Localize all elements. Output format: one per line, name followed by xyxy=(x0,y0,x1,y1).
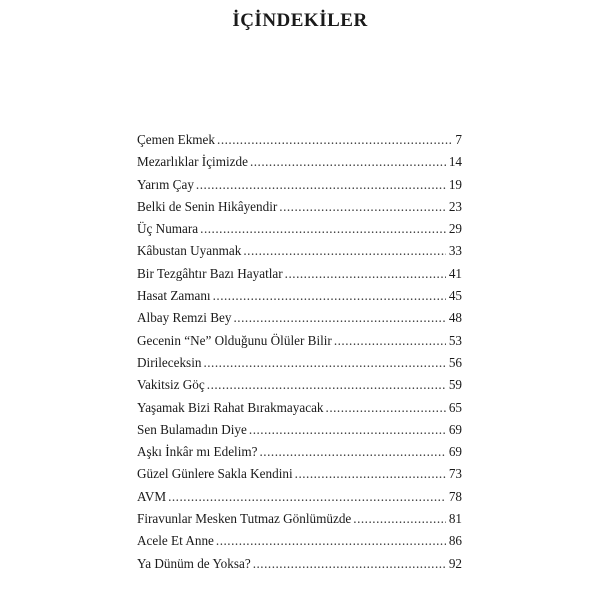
toc-page-number: 33 xyxy=(448,243,462,259)
toc-entry xyxy=(137,243,462,265)
toc-dot-leader xyxy=(285,266,446,282)
toc-dot-leader xyxy=(203,355,445,371)
toc-page-number: 23 xyxy=(448,198,462,214)
toc-entry xyxy=(137,533,462,555)
toc-dot-leader xyxy=(326,400,446,416)
toc-page-number: 59 xyxy=(448,377,462,393)
toc-entry xyxy=(137,511,462,533)
toc-entry-title: Gecenin “Ne” Olduğunu Ölüler Bilir xyxy=(137,332,332,348)
toc-entry xyxy=(137,556,462,578)
toc-entry-title: Güzel Günlere Sakla Kendini xyxy=(137,466,293,482)
toc-entry-title: Sen Bulamadın Diye xyxy=(137,421,247,437)
toc-entry-title: Belki de Senin Hikâyendir xyxy=(137,198,278,214)
toc-page-number: 69 xyxy=(448,421,462,437)
toc-entry xyxy=(137,132,462,154)
toc-page-number: 53 xyxy=(448,332,462,348)
table-of-contents xyxy=(137,132,462,578)
toc-page-number: 81 xyxy=(448,511,462,527)
toc-entry-title: Acele Et Anne xyxy=(137,533,214,549)
toc-entry-title: Üç Numara xyxy=(137,221,199,237)
toc-entry-title: Hasat Zamanı xyxy=(137,288,211,304)
toc-dot-leader xyxy=(334,333,446,349)
toc-page-number: 65 xyxy=(448,399,462,415)
toc-page-number: 92 xyxy=(448,555,462,571)
toc-entry xyxy=(137,310,462,332)
toc-entry xyxy=(137,221,462,243)
toc-entry xyxy=(137,377,462,399)
toc-entry xyxy=(137,400,462,422)
toc-entry xyxy=(137,355,462,377)
toc-dot-leader xyxy=(196,177,446,193)
toc-dot-leader xyxy=(250,154,446,170)
toc-dot-leader xyxy=(216,533,446,549)
toc-dot-leader xyxy=(260,444,446,460)
toc-dot-leader xyxy=(207,377,446,393)
toc-entry-title: Aşkı İnkâr mı Edelim? xyxy=(137,444,258,460)
toc-page-number: 86 xyxy=(448,533,462,549)
toc-entry-title: Kâbustan Uyanmak xyxy=(137,243,242,259)
toc-entry xyxy=(137,177,462,199)
toc-page-number: 73 xyxy=(448,466,462,482)
toc-page-number: 78 xyxy=(448,488,462,504)
toc-dot-leader xyxy=(353,511,446,527)
page-title: İÇİNDEKİLER xyxy=(232,10,368,31)
toc-page-number: 41 xyxy=(448,265,462,281)
toc-entry xyxy=(137,466,462,488)
toc-entry-title: Dirileceksin xyxy=(137,354,202,370)
toc-entry xyxy=(137,333,462,355)
toc-dot-leader xyxy=(217,132,452,148)
toc-entry-title: Bir Tezgâhtır Bazı Hayatlar xyxy=(137,265,283,281)
toc-entry-title: Ya Dünüm de Yoksa? xyxy=(137,555,251,571)
toc-dot-leader xyxy=(295,466,446,482)
toc-page-number: 48 xyxy=(448,310,462,326)
toc-page-number: 56 xyxy=(448,354,462,370)
toc-entry-title: Mezarlıklar İçimizde xyxy=(137,154,248,170)
toc-dot-leader xyxy=(168,489,446,505)
toc-page-number: 7 xyxy=(455,132,462,147)
toc-page-number: 45 xyxy=(448,288,462,304)
toc-entry-title: AVM xyxy=(137,488,167,504)
toc-entry-title: Vakitsiz Göç xyxy=(137,377,205,393)
toc-dot-leader xyxy=(279,199,446,215)
toc-page-number: 19 xyxy=(448,176,462,192)
toc-entry-title: Firavunlar Mesken Tutmaz Gönlümüzde xyxy=(137,511,352,527)
toc-entry xyxy=(137,266,462,288)
toc-entry xyxy=(137,199,462,221)
toc-dot-leader xyxy=(213,288,446,304)
toc-entry xyxy=(137,489,462,511)
toc-entry-title: Yarım Çay xyxy=(137,176,194,192)
toc-entry xyxy=(137,422,462,444)
toc-entry xyxy=(137,154,462,176)
toc-page-number: 14 xyxy=(448,154,462,170)
toc-dot-leader xyxy=(200,221,446,237)
toc-entry-title: Albay Remzi Bey xyxy=(137,310,232,326)
toc-page-number: 69 xyxy=(448,444,462,460)
toc-entry-title: Yaşamak Bizi Rahat Bırakmayacak xyxy=(137,399,324,415)
toc-dot-leader xyxy=(234,310,446,326)
toc-entry xyxy=(137,288,462,310)
toc-entry xyxy=(137,444,462,466)
toc-dot-leader xyxy=(253,556,446,572)
toc-dot-leader xyxy=(243,243,445,259)
toc-dot-leader xyxy=(249,422,446,438)
toc-entry-title: Çemen Ekmek xyxy=(137,132,216,147)
toc-page-number: 29 xyxy=(448,221,462,237)
